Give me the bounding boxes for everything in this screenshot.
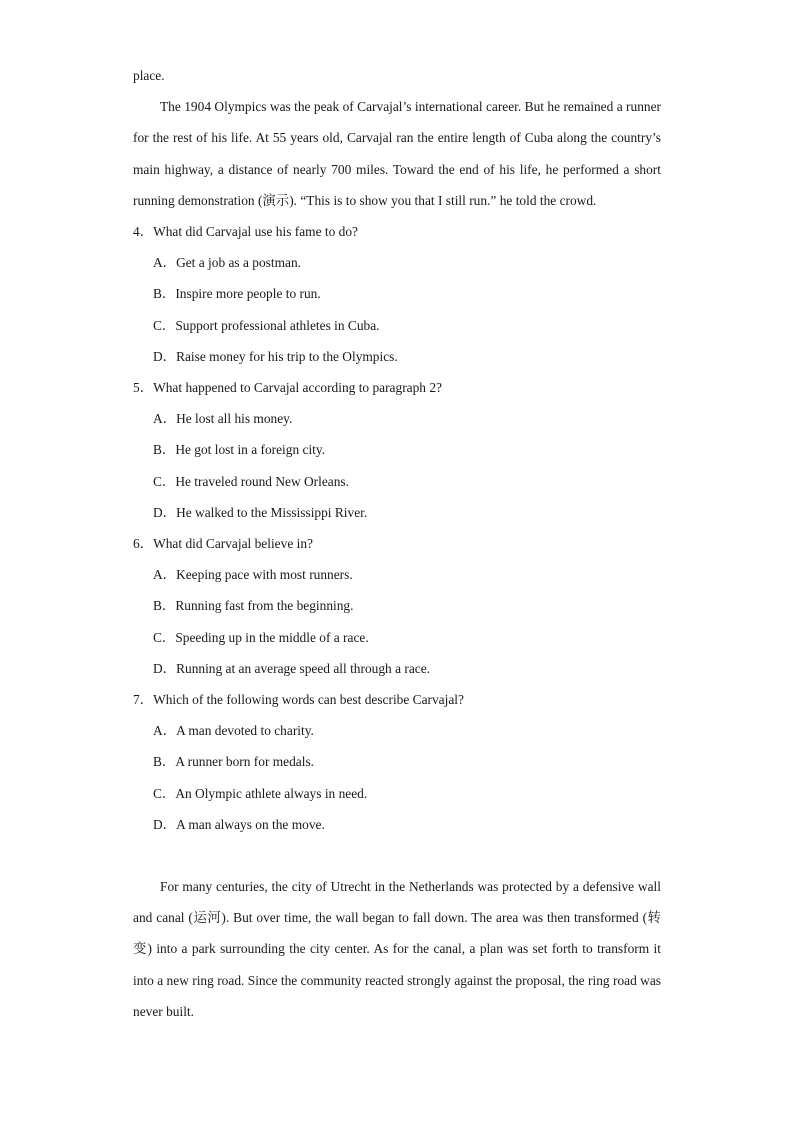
question-4 — [133, 216, 661, 247]
option-letter: D． — [153, 816, 177, 832]
option-letter: A． — [153, 255, 177, 271]
option-text: Raise money for his trip to the Olympics. — [176, 348, 398, 364]
option-letter: C． — [153, 785, 176, 801]
option-letter: B． — [153, 286, 176, 302]
question-7-option-b — [133, 746, 661, 777]
question-6-option-b — [133, 590, 661, 621]
question-6-option-d — [133, 653, 661, 684]
passage-b-paragraph-1: For many centuries, the city of Utrecht in the Netherlands was protected by a defensive wall and canal (运河). But over time, the wall began to fall down. The area was then transformed (转变) into a park surrounding the city center. As for the canal, a plan was set forth to transform it into a new ring road. Since the community reacted strongly against the proposal, the ring road was never built. — [133, 879, 661, 1019]
question-6-option-c — [133, 622, 661, 653]
question-7-option-d — [133, 809, 661, 840]
option-text: A man always on the move. — [176, 816, 325, 832]
option-text: A man devoted to charity. — [176, 723, 314, 739]
question-number: 4． — [133, 224, 154, 240]
question-number: 5． — [133, 380, 154, 396]
question-4-option-d — [133, 341, 661, 372]
option-text: He traveled round New Orleans. — [175, 473, 349, 489]
option-letter: B． — [153, 442, 176, 458]
question-5-option-b — [133, 434, 661, 465]
page-content — [133, 60, 661, 1027]
question-4-option-b — [133, 278, 661, 309]
option-letter: C． — [153, 629, 176, 645]
option-letter: B． — [153, 598, 176, 614]
option-text: He lost all his money. — [176, 411, 293, 427]
option-letter: B． — [153, 754, 176, 770]
passage-a-last-paragraph: The 1904 Olympics was the peak of Carvajal’s international career. But he remained a runner for the rest of his life. At 55 years old, Carvajal ran the entire length of Cuba along the country’s main highway, a distance of nearly 700 miles. Toward the end of his life, he performed a short running demonstration (演示). “This is to show you that I still run.” he told the crowd. — [133, 99, 661, 208]
passage-a-tail: place. — [133, 68, 165, 83]
question-text: Which of the following words can best describe Carvajal? — [153, 692, 464, 708]
option-text: Get a job as a postman. — [176, 255, 302, 271]
question-4-option-c — [133, 310, 661, 341]
option-text: Support professional athletes in Cuba. — [175, 317, 380, 333]
question-number: 6． — [133, 536, 154, 552]
option-text: Running at an average speed all through a race. — [176, 660, 431, 676]
question-5-option-d — [133, 497, 661, 528]
option-text: Running fast from the beginning. — [175, 598, 354, 614]
option-letter: D． — [153, 348, 177, 364]
question-4-option-a — [133, 247, 661, 278]
question-text: What did Carvajal believe in? — [153, 536, 313, 552]
option-text: A runner born for medals. — [175, 754, 315, 770]
section-gap — [133, 840, 661, 871]
question-7-option-c — [133, 778, 661, 809]
option-letter: C． — [153, 473, 176, 489]
question-7-option-a — [133, 715, 661, 746]
question-5 — [133, 372, 661, 403]
question-5-option-a — [133, 403, 661, 434]
option-letter: D． — [153, 660, 177, 676]
question-6 — [133, 528, 661, 559]
question-text: What happened to Carvajal according to paragraph 2? — [153, 380, 442, 396]
option-letter: A． — [153, 411, 177, 427]
question-text: What did Carvajal use his fame to do? — [153, 224, 358, 240]
option-letter: A． — [153, 567, 177, 583]
question-5-option-c — [133, 466, 661, 497]
option-text: He walked to the Mississippi River. — [176, 504, 368, 520]
option-letter: C． — [153, 317, 176, 333]
question-6-option-a — [133, 559, 661, 590]
option-text: Speeding up in the middle of a race. — [175, 629, 369, 645]
option-text: He got lost in a foreign city. — [175, 442, 326, 458]
option-letter: D． — [153, 504, 177, 520]
option-text: An Olympic athlete always in need. — [175, 785, 368, 801]
option-letter: A． — [153, 723, 177, 739]
question-7 — [133, 684, 661, 715]
option-text: Inspire more people to run. — [175, 286, 321, 302]
option-text: Keeping pace with most runners. — [176, 567, 353, 583]
question-number: 7． — [133, 692, 154, 708]
